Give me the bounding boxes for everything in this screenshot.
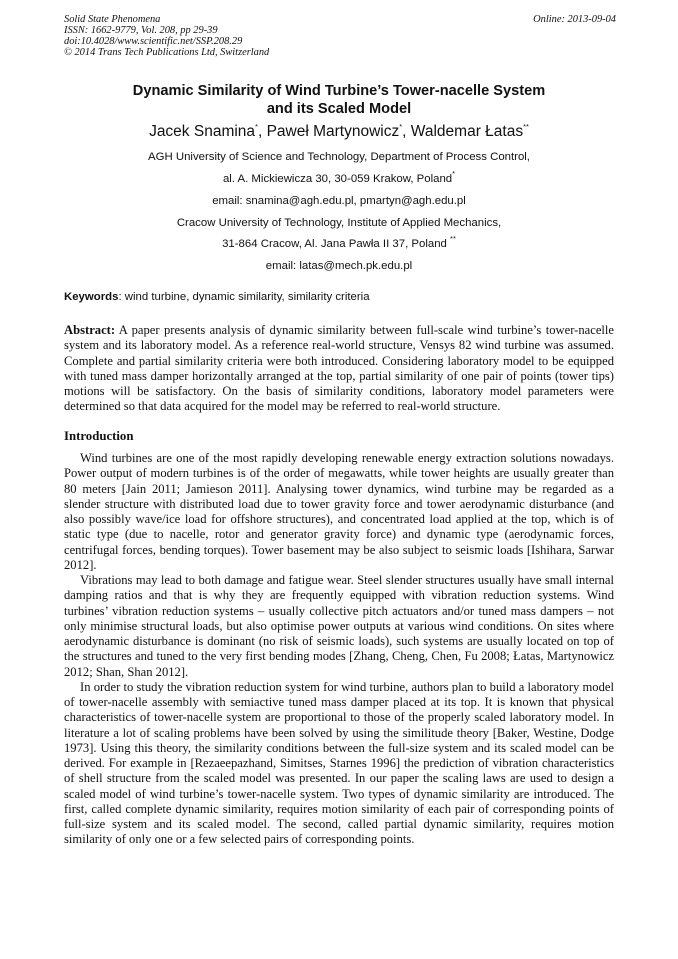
journal-name: Solid State Phenomena [64,14,161,25]
paper-title [64,83,614,118]
section-heading-introduction: Introduction [64,429,134,443]
affiliation-mark-1: * [452,169,456,179]
doi-line: doi:10.4028/www.scientific.net/SSP.208.29 [64,36,243,47]
affiliation-line-5 [64,234,614,251]
author-2: Paweł Martynowicz [266,123,400,140]
paragraph: Vibrations may lead to both damage and fatigue wear. Steel slender structures usually have small internal damping ratios and that is why they are frequently equipped with vibration reduction systems. Wind turbines’ vibration reduction systems – usually collective pitch actuators and/or tuned mass dampers – not only minimise structural loads, but also optimise power outputs at various wind conditions. On sites where aerodynamic disturbance is dominant (no risk of seismic loads), such systems are usually located on top of the structures and tuned to the very first bending modes [Zhang, Cheng, Chen, Fu 2008; Łatas, Martynowicz 2012; Shan, Shan 2012]. [64,573,614,679]
author-2-mark: * [399,121,403,131]
affiliation-email-1: email: snamina@agh.edu.pl, pmartyn@agh.edu.pl [212,195,466,207]
copyright-line: © 2014 Trans Tech Publications Ltd, Switzerland [64,47,270,58]
author-separator-2: , [402,123,411,140]
author-3-mark: ** [523,121,529,131]
issn-line: ISSN: 1662-9779, Vol. 208, pp 29-39 [64,25,218,36]
paragraph: In order to study the vibration reduction system for wind turbine, authors plan to build a laboratory model of tower-nacelle assembly with semiactive tuned mass damper placed at its top. It is known that physical characteristics of tower-nacelle system are proportional to those of the properly scaled laboratory model. In literature a lot of scaling problems have been solved by using the similitude theory [Baker, Westine, Dodge 1973]. Using this theory, the similarity conditions between the full-size system and its scaled model can be derived. For example in [Rezaeepazhand, Simitses, Starnes 1996] the prediction of vibration characteristics of shell structure from the scaled model was presented. In our paper the scaling laws are used to design a scaled model of wind turbine’s tower-nacelle system. Two types of dynamic similarity are introduced. The first, called complete dynamic similarity, requires motion similarity of each pair of corresponding points of full-size system and its scaled model. The second, called partial dynamic similarity, requires motion similarity of only one or a few selected pairs of corresponding points. [64,679,614,847]
affiliation-line-4: Cracow University of Technology, Institute of Applied Mechanics, [176,217,502,229]
online-date: Online: 2013-09-04 [533,14,616,25]
author-1: Jacek Snamina [149,123,256,140]
affiliation-address-2: 31-864 Cracow, Al. Jana Pawła II 37, Poland [222,238,451,250]
affiliation-line-1: AGH University of Science and Technology, Department of Process Control, [148,151,530,163]
affiliation-email-2: email: latas@mech.pk.edu.pl [265,260,413,272]
paragraph: Wind turbines are one of the most rapidly developing renewable energy extraction solutions nowadays. Power output of modern turbines is of the order of megawatts, while tower heights are usually greater than 80 meters [Jain 2011; Jamieson 2011]. Analysing tower dynamics, wind turbine may be regarded as a slender structure with distributed load due to tower gravity force and tower aerodynamic disturbance (and also possibly wave/ice load for offshore structures), and concentrated load applied at the top, which is of static type (due to nacelle, rotor and generator gravity force) and dynamic type (aerodynamic forces, centrifugal forces, bending torques). Tower basement may be also subject to seismic loads [Ishihara, Sarwar 2012]. [64,451,614,572]
keywords [64,290,614,304]
affiliation-mark-2: ** [450,234,456,244]
author-1-mark: * [255,121,258,131]
keywords-text: : wind turbine, dynamic similarity, similarity criteria [118,291,370,303]
affiliation-address-1: al. A. Mickiewicza 30, 30-059 Krakow, Poland [222,173,453,185]
title-line-1: Dynamic Similarity of Wind Turbine’s Tower-nacelle System [132,83,546,99]
introduction-body [64,451,614,848]
abstract-label: Abstract: [64,323,116,337]
keywords-label: Keywords [64,291,119,303]
title-line-2: and its Scaled Model [266,100,412,117]
journal-header [64,14,269,58]
author-list [64,122,614,142]
abstract-text: A paper presents analysis of dynamic similarity between full-scale wind turbine’s tower-nacelle system and its laboratory model. As a reference real-world structure, Vensys 82 wind turbine was assumed. Complete and partial similarity criteria were both introduced. Considering laboratory model to be equipped with tuned mass damper horizontally arranged at the top, partial similarity of one pair of points (tower tips) motions will be satisfactory. On the basis of similarity conditions, laboratory model parameters were determined so that data acquired for the model may be referred to real-world structure. [64,323,614,414]
author-separator-1: , [257,123,267,140]
affiliation-line-2 [64,169,614,186]
author-3: Waldemar Łatas [410,123,524,140]
abstract [64,323,614,415]
